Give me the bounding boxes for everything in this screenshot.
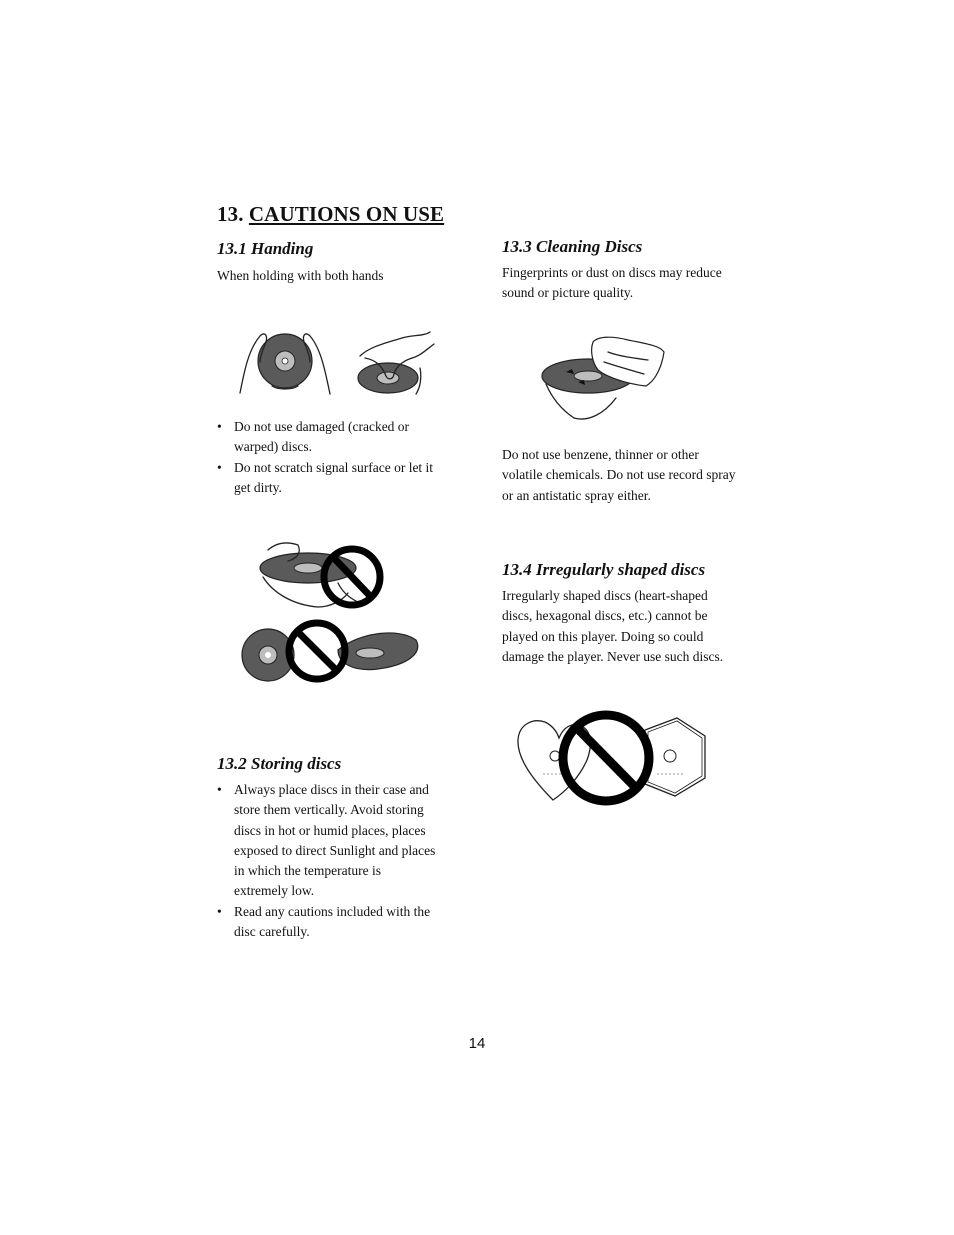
hands-holding-disc-illustration: [230, 328, 445, 398]
storing-heading: 13.2 Storing discs: [217, 754, 342, 773]
page-title: [217, 202, 444, 227]
handing-heading: 13.1 Handing: [217, 239, 314, 258]
section-title: CAUTIONS ON USE: [248, 202, 445, 226]
cloth-wiping-disc-illustration: [538, 332, 668, 424]
list-item: • Do not use damaged (cracked or warped) discs.: [217, 417, 447, 458]
scratching-disc-prohibited-illustration: [238, 535, 423, 685]
list-item: • Always place discs in their case and store them vertically. Avoid storing discs in hot or humid places, places exposed to direct Sunlight and places in which the temperature is extremely low.: [217, 780, 437, 902]
irregular-heading: 13.4 Irregularly shaped discs: [502, 560, 706, 579]
section-number: 13.: [217, 202, 244, 226]
page-number: 14: [468, 1035, 486, 1052]
list-item: • Do not scratch signal surface or let it get dirty.: [217, 458, 447, 499]
list-item: • Read any cautions included with the disc carefully.: [217, 902, 437, 943]
irregular-text: Irregularly shaped discs (heart-shaped discs, hexagonal discs, etc.) cannot be played on this player. Doing so could damage the player. Never use such discs.: [502, 588, 724, 664]
cleaning-note: Do not use benzene, thinner or other volatile chemicals. Do not use record spray or an antistatic spray either.: [502, 447, 736, 503]
storing-bullets: [217, 780, 437, 942]
cleaning-intro: Fingerprints or dust on discs may reduce sound or picture quality.: [502, 265, 722, 301]
irregular-disc-prohibited-illustration: [515, 708, 710, 810]
handing-bullets: [217, 417, 447, 498]
cleaning-heading: 13.3 Cleaning Discs: [502, 237, 643, 256]
handing-intro: When holding with both hands: [217, 268, 384, 283]
